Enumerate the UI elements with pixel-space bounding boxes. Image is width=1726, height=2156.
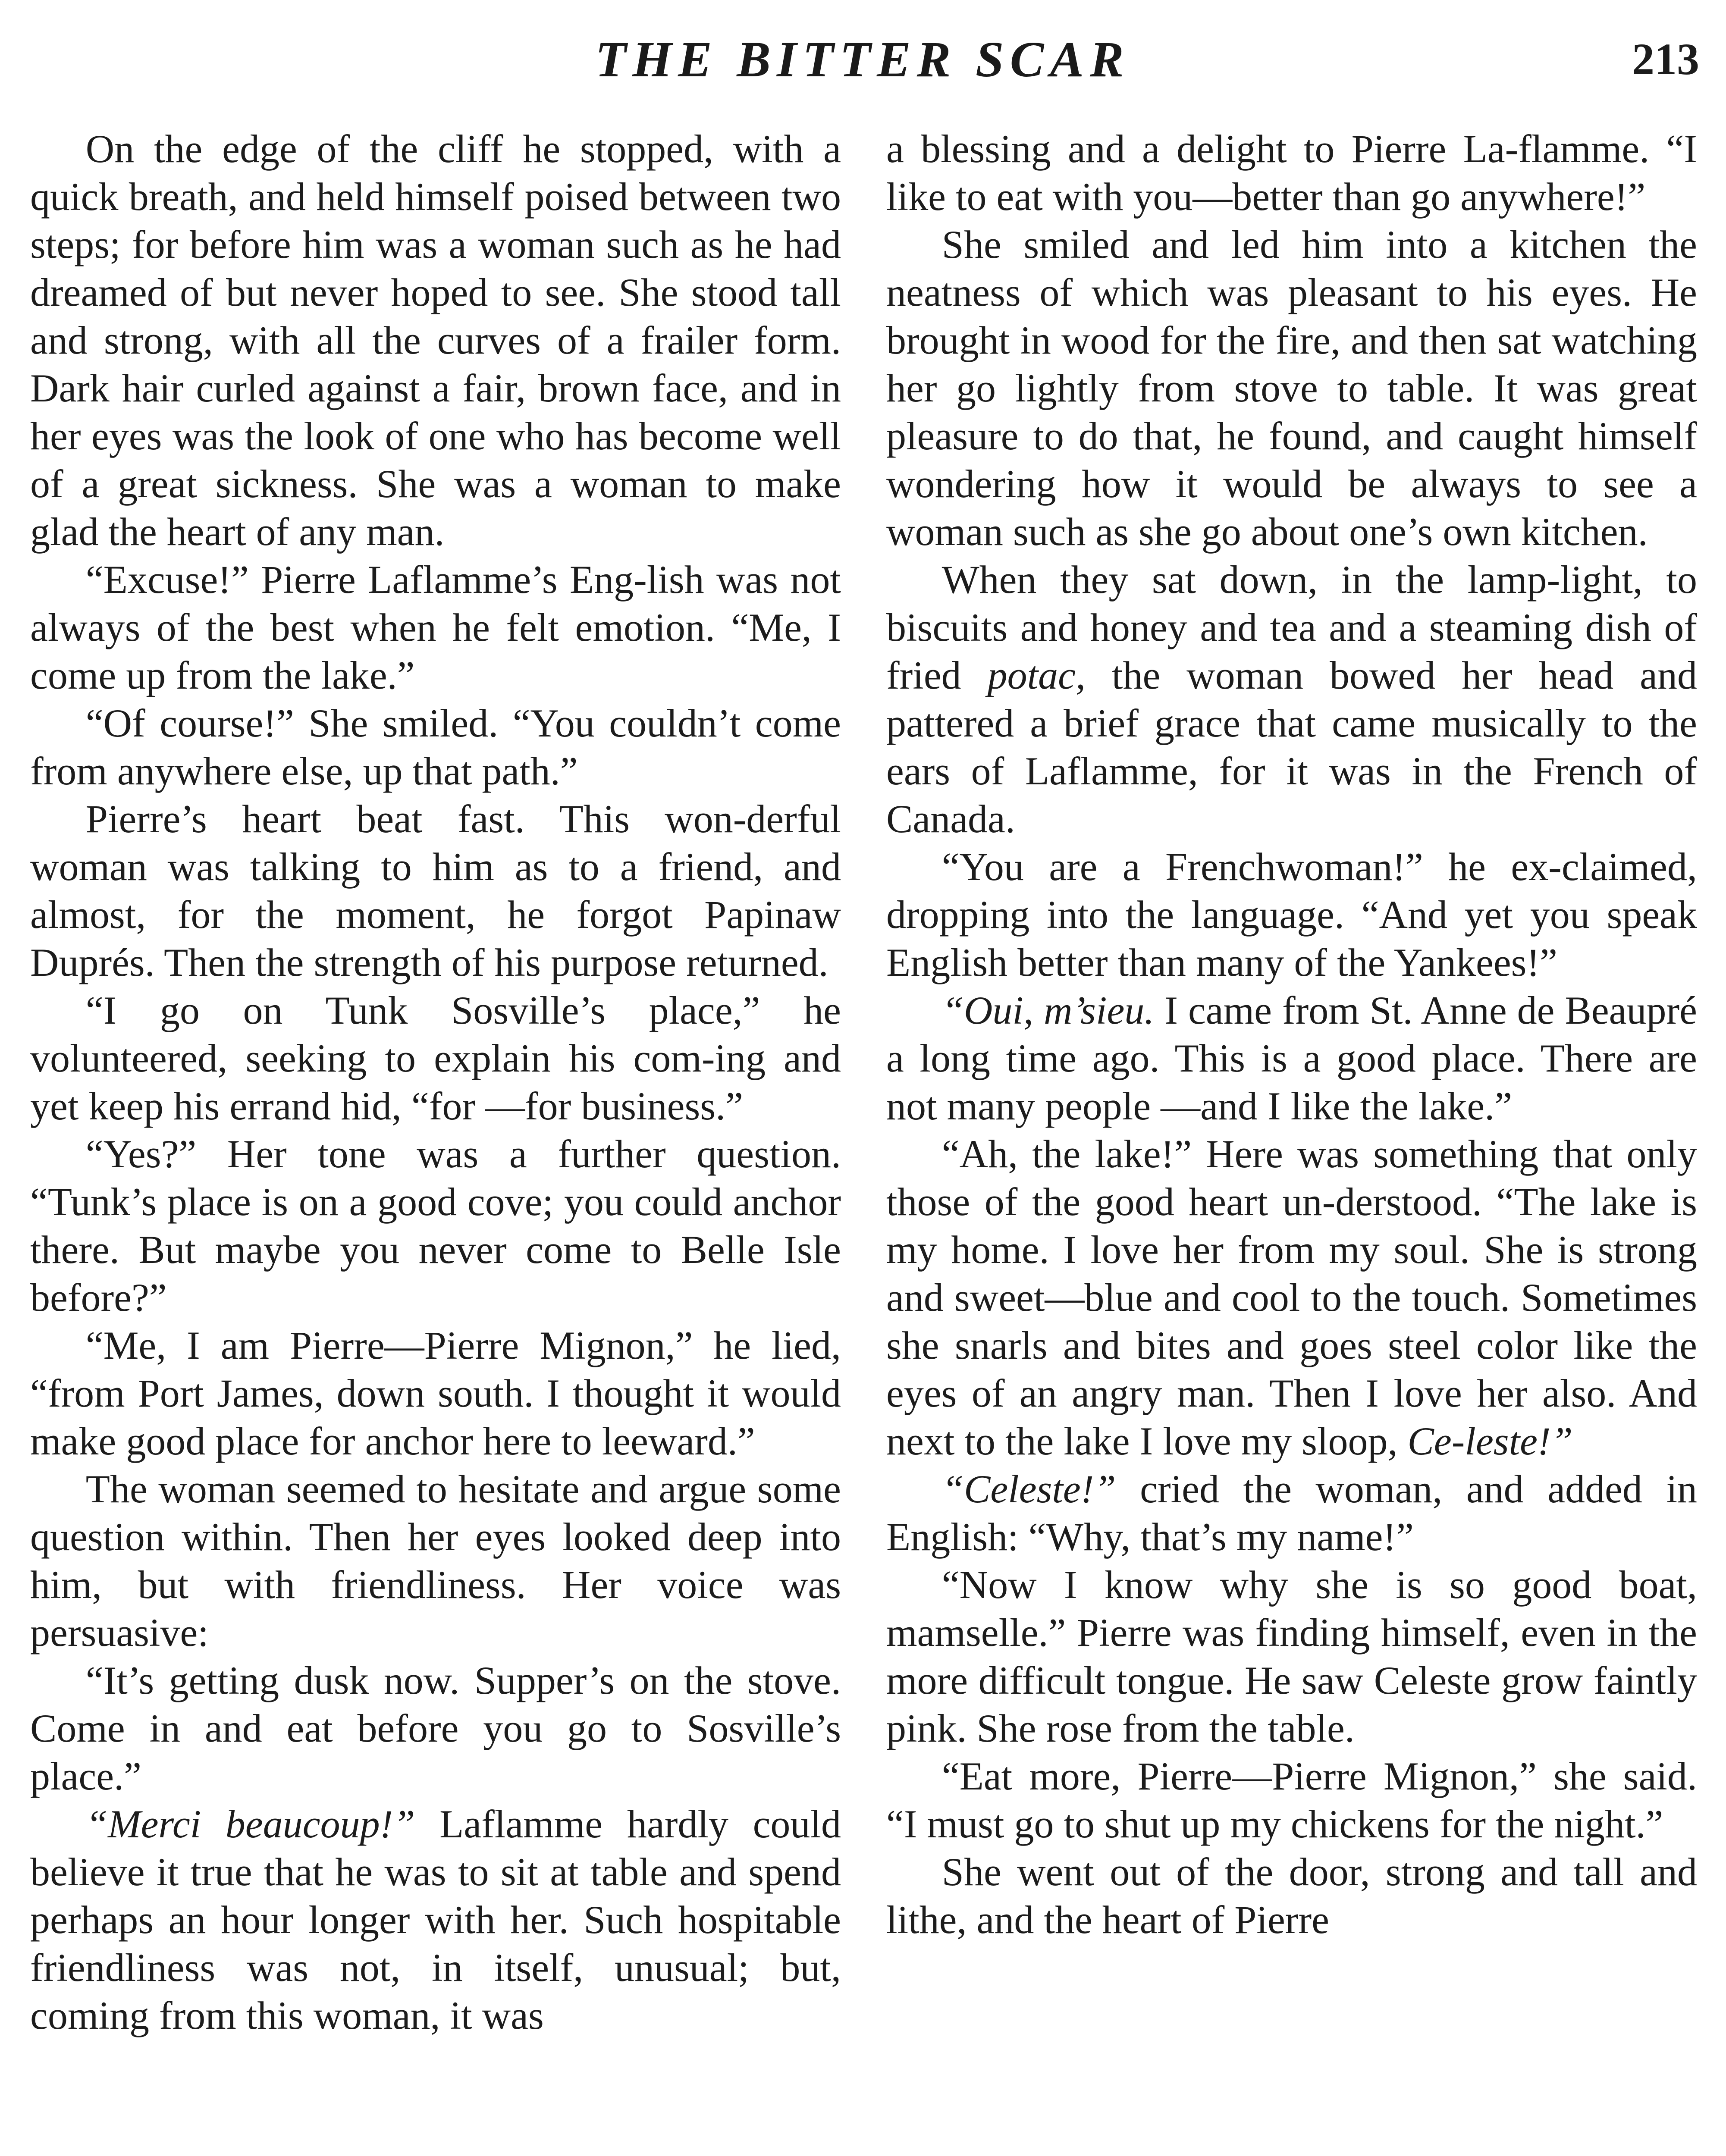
text-fragment: When they sat down, in the lamp-light, to biscuits and honey and tea and a steaming dish of fried — [886, 558, 1707, 697]
page-header — [26, 22, 1699, 108]
text-fragment: cried the woman, and added in English: “Why, that’s my name!” — [886, 1467, 1707, 1559]
paragraph — [30, 1322, 851, 1465]
text-fragment: On the edge of the cliff he stopped, with a quick breath, and held himself poised between two steps; for before him was a woman such as he had dreamed of but never hoped to see. She stood tall and strong, with all the curves of a frailer form. Dark hair curled against a fair, brown face, and in her eyes was the look of one who has become well of a great sickness. She was a woman to make glad the heart of any man. — [30, 127, 851, 554]
text-fragment: The woman seemed to hesitate and argue some question within. Then her eyes looked deep into him, but with friendliness. Her voice was persuasive: — [30, 1467, 851, 1655]
text-fragment: “I go on Tunk Sosville’s place,” he volunteered, seeking to explain his com-ing and yet keep his errand hid, “for —for business.” — [30, 988, 851, 1128]
text-fragment: “Excuse!” Pierre Laflamme’s Eng-lish was not always of the best when he felt emotion. “Me, I come up from the lake.” — [30, 558, 851, 697]
text-fragment: She smiled and led him into a kitchen the neatness of which was pleasant to his eyes. He brought in wood for the fire, and then sat watching her go lightly from stove to table. It was great pleasure to do that, he found, and caught himself wondering how it would be always to see a woman such as she go about one’s own kitchen. — [886, 222, 1707, 554]
paragraph — [30, 1465, 851, 1657]
text-fragment: “Of course!” She smiled. “You couldn’t come from anywhere else, up that path.” — [30, 701, 851, 793]
text-fragment: “Ah, the lake!” Here was something that only those of the good heart un-derstood. “The lake is my home. I love her from my soul. She is strong and sweet—blue and cool to the touch. Sometimes she snarls and bites and goes steel color like the eyes of an angry man. Then I love her also. And next to the lake I love my sloop, — [886, 1132, 1707, 1463]
paragraph — [30, 125, 851, 556]
text-fragment: a blessing and a delight to Pierre La-flamme. “I like to eat with you—better than go anywhere!” — [886, 127, 1707, 219]
text-fragment: “Celeste!” — [941, 1467, 1116, 1511]
paragraph — [886, 556, 1707, 843]
left-column — [30, 125, 851, 2040]
right-column — [886, 125, 1707, 1944]
text-fragment: “You are a Frenchwoman!” he ex-claimed, dropping into the language. “And yet you speak English better than many of the Yankees!” — [886, 845, 1707, 984]
text-fragment: “Eat more, Pierre—Pierre Mignon,” she said. “I must go to shut up my chickens for the night.” — [886, 1754, 1707, 1846]
text-fragment: “Me, I am Pierre—Pierre Mignon,” he lied, “from Port James, down south. I thought it would make good place for anchor here to leeward.” — [30, 1323, 851, 1463]
text-fragment: Pierre’s heart beat fast. This won-derful woman was talking to him as to a friend, and almost, for the moment, he forgot Papinaw Duprés. Then the strength of his purpose returned. — [30, 797, 851, 984]
text-fragment: “Yes?” Her tone was a further question. “Tunk’s place is on a good cove; you could anchor there. But maybe you never come to Belle Isle before?” — [30, 1132, 851, 1319]
paragraph — [30, 795, 851, 987]
paragraph — [30, 987, 851, 1130]
text-fragment: potac, — [987, 653, 1086, 697]
paragraph — [30, 1130, 851, 1322]
text-fragment: She went out of the door, strong and tall and lithe, and the heart of Pierre — [886, 1850, 1707, 1942]
text-fragment: Ce-leste!” — [1407, 1419, 1573, 1463]
paragraph — [886, 987, 1707, 1130]
paragraph — [886, 1848, 1707, 1944]
paragraph — [30, 1800, 851, 2040]
paragraph — [886, 843, 1707, 987]
text-fragment: the woman bowed her head and pattered a brief grace that came musically to the ears of Laflamme, for it was in the French of Canada. — [886, 653, 1707, 841]
running-title: THE BITTER SCAR — [595, 31, 1130, 88]
paragraph — [30, 699, 851, 795]
paragraph — [30, 556, 851, 699]
paragraph — [886, 1561, 1707, 1752]
text-fragment: I came from St. Anne de Beaupré a long time ago. This is a good place. There are not many people —and I like the lake.” — [886, 988, 1707, 1128]
text-fragment: “Oui, m’sieu. — [941, 988, 1155, 1032]
paragraph — [886, 1130, 1707, 1465]
paragraph — [30, 1657, 851, 1800]
text-fragment: “It’s getting dusk now. Supper’s on the stove. Come in and eat before you go to Sosville’s place.” — [30, 1658, 851, 1798]
text-fragment: Laflamme hardly could believe it true that he was to sit at table and spend perhaps an hour longer with her. Such hospitable friendliness was not, in itself, unusual; but, coming from this woman, it was — [30, 1802, 851, 2037]
paragraph — [886, 1752, 1707, 1848]
paragraph — [886, 1465, 1707, 1561]
text-fragment: “Now I know why she is so good boat, mamselle.” Pierre was finding himself, even in the more difficult tongue. He saw Celeste grow faintly pink. She rose from the table. — [886, 1563, 1707, 1750]
paragraph — [886, 221, 1707, 556]
paragraph — [886, 125, 1707, 221]
page-number: 213 — [1632, 34, 1699, 84]
text-fragment: “Merci beaucoup!” — [85, 1802, 415, 1846]
